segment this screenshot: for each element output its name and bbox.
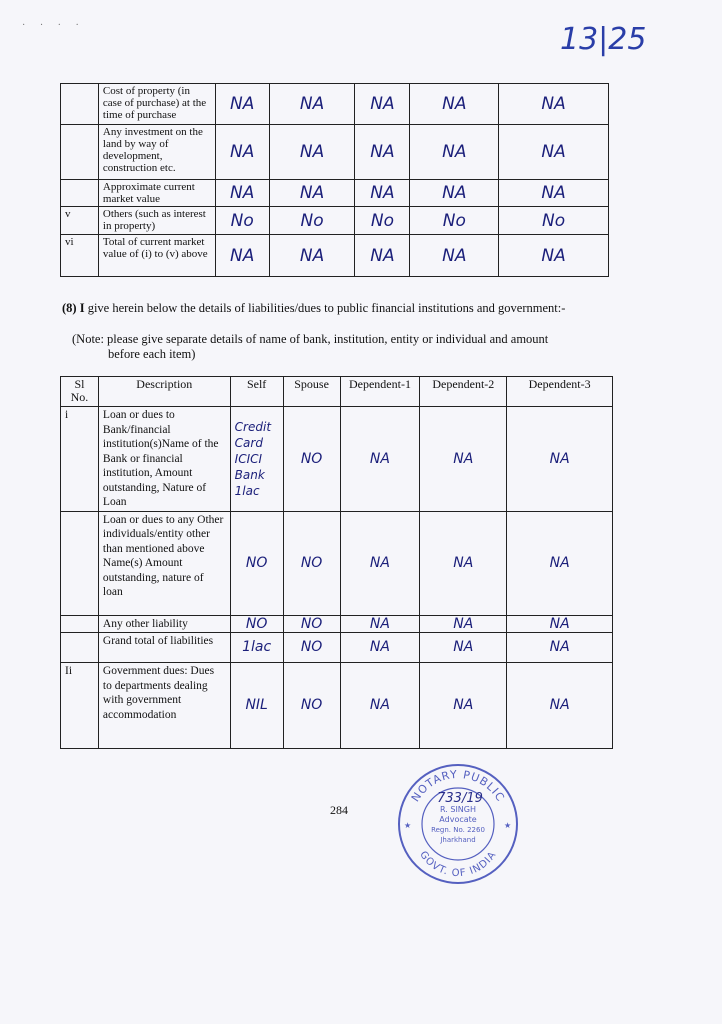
table-row — [61, 615, 613, 633]
cell-value: NA — [269, 125, 355, 180]
cell-value: NA — [340, 663, 420, 749]
cell-value: NA — [420, 633, 507, 663]
cell-value: NA — [499, 235, 609, 277]
header-row — [61, 377, 613, 407]
cell-value: NA — [410, 235, 499, 277]
row-label: Total of current market value of (i) to (v) above — [98, 235, 215, 277]
table-row — [61, 235, 609, 277]
cell-value: NA — [420, 511, 507, 615]
stamp-star-icon: ★ — [404, 821, 412, 830]
cell-value: NA — [410, 125, 499, 180]
cell-value: NA — [420, 407, 507, 512]
notary-stamp — [396, 762, 520, 886]
cell-value: NA — [215, 125, 269, 180]
row-number — [61, 180, 99, 207]
stamp-name: R. SINGH — [440, 805, 476, 814]
liabilities-table — [60, 376, 613, 749]
table-row — [61, 125, 609, 180]
cell-value: No — [499, 207, 609, 235]
row-number: Ii — [61, 663, 99, 749]
table-row — [61, 511, 613, 615]
row-label: Government dues: Dues to departments dealing with government accommodation — [98, 663, 230, 749]
credit-card-note: Credit Card ICICI Bank 1lac — [234, 419, 272, 498]
cell-value: NO — [230, 615, 283, 633]
row-label: Loan or dues to Bank/financial institution(s)Name of the Bank or financial institution, Amount outstanding, Nature of Loan — [98, 407, 230, 512]
row-number — [61, 615, 99, 633]
header-description: Description — [98, 377, 230, 407]
row-label: Others (such as interest in property) — [98, 207, 215, 235]
cell-value: NA — [269, 235, 355, 277]
note-line-1: (Note: please give separate details of name of bank, institution, entity or individual and amount — [72, 332, 549, 346]
cell-value: NO — [283, 663, 340, 749]
cell-value: NIL — [230, 663, 283, 749]
header-sl-no: Sl No. — [61, 377, 99, 407]
cell-value: NO — [283, 511, 340, 615]
row-number — [61, 84, 99, 125]
cell-value: NA — [215, 235, 269, 277]
header-self: Self — [230, 377, 283, 407]
handwritten-page-mark: 13|25 — [560, 22, 647, 57]
row-label: Any investment on the land by way of development, construction etc. — [98, 125, 215, 180]
header-dependent-2: Dependent-2 — [420, 377, 507, 407]
table-row — [61, 407, 613, 512]
cell-value: NA — [420, 615, 507, 633]
cell-value: NO — [230, 511, 283, 615]
cell-value: NA — [340, 615, 420, 633]
cell-value: NA — [355, 235, 410, 277]
cell-value — [230, 407, 283, 512]
cell-value: 1lac — [230, 633, 283, 663]
stamp-top-text: NOTARY PUBLIC — [408, 767, 508, 805]
table-row — [61, 207, 609, 235]
cell-value: NA — [507, 615, 613, 633]
cell-value: NA — [340, 407, 420, 512]
row-number — [61, 125, 99, 180]
stamp-regn: Regn. No. 2260 — [431, 826, 485, 834]
row-number — [61, 511, 99, 615]
cell-value: NA — [499, 84, 609, 125]
cell-value: NA — [215, 84, 269, 125]
cell-value: NA — [507, 663, 613, 749]
table-row — [61, 180, 609, 207]
cell-value: NA — [355, 84, 410, 125]
cell-value: NA — [340, 633, 420, 663]
cell-value: No — [355, 207, 410, 235]
header-spouse: Spouse — [283, 377, 340, 407]
cell-value: NA — [410, 84, 499, 125]
cell-value: No — [269, 207, 355, 235]
section-text: give herein below the details of liabilities/dues to public financial institutions and government:- — [87, 301, 566, 315]
cell-value: NO — [283, 633, 340, 663]
row-label: Any other liability — [98, 615, 230, 633]
cell-value: NA — [499, 125, 609, 180]
row-number: v — [61, 207, 99, 235]
row-number — [61, 633, 99, 663]
row-number: i — [61, 407, 99, 512]
cell-value: NA — [355, 125, 410, 180]
cell-value: NO — [283, 407, 340, 512]
cell-value: NA — [499, 180, 609, 207]
cell-value: NO — [283, 615, 340, 633]
cell-value: No — [410, 207, 499, 235]
section-heading — [62, 301, 622, 316]
scan-specks: · · · · — [22, 20, 85, 31]
stamp-title: Advocate — [439, 815, 477, 824]
cell-value: No — [215, 207, 269, 235]
section-note — [72, 332, 592, 362]
stamp-star-icon: ★ — [504, 821, 512, 830]
cell-value: NA — [507, 511, 613, 615]
note-line-2: before each item) — [108, 347, 196, 361]
cell-value: NA — [507, 407, 613, 512]
row-label: Loan or dues to any Other individuals/entity other than mentioned above Name(s) Amount outstanding, nature of loan — [98, 511, 230, 615]
cell-value: NA — [215, 180, 269, 207]
cell-value: NA — [269, 84, 355, 125]
row-label: Approximate current market value — [98, 180, 215, 207]
row-label: Cost of property (in case of purchase) at the time of purchase — [98, 84, 215, 125]
table-row — [61, 84, 609, 125]
stamp-bottom-text: GOVT. OF INDIA — [417, 849, 499, 880]
table-row — [61, 633, 613, 663]
cell-value: NA — [355, 180, 410, 207]
header-dependent-3: Dependent-3 — [507, 377, 613, 407]
page-number: 284 — [330, 803, 348, 817]
stamp-handwritten-number: 733/19 — [437, 791, 483, 806]
cell-value: NA — [410, 180, 499, 207]
property-table — [60, 83, 609, 277]
section-number: (8) I — [62, 301, 85, 315]
header-dependent-1: Dependent-1 — [340, 377, 420, 407]
cell-value: NA — [420, 663, 507, 749]
row-number: vi — [61, 235, 99, 277]
row-label: Grand total of liabilities — [98, 633, 230, 663]
cell-value: NA — [507, 633, 613, 663]
table-row — [61, 663, 613, 749]
cell-value: NA — [269, 180, 355, 207]
stamp-place: Jharkhand — [440, 836, 476, 844]
cell-value: NA — [340, 511, 420, 615]
